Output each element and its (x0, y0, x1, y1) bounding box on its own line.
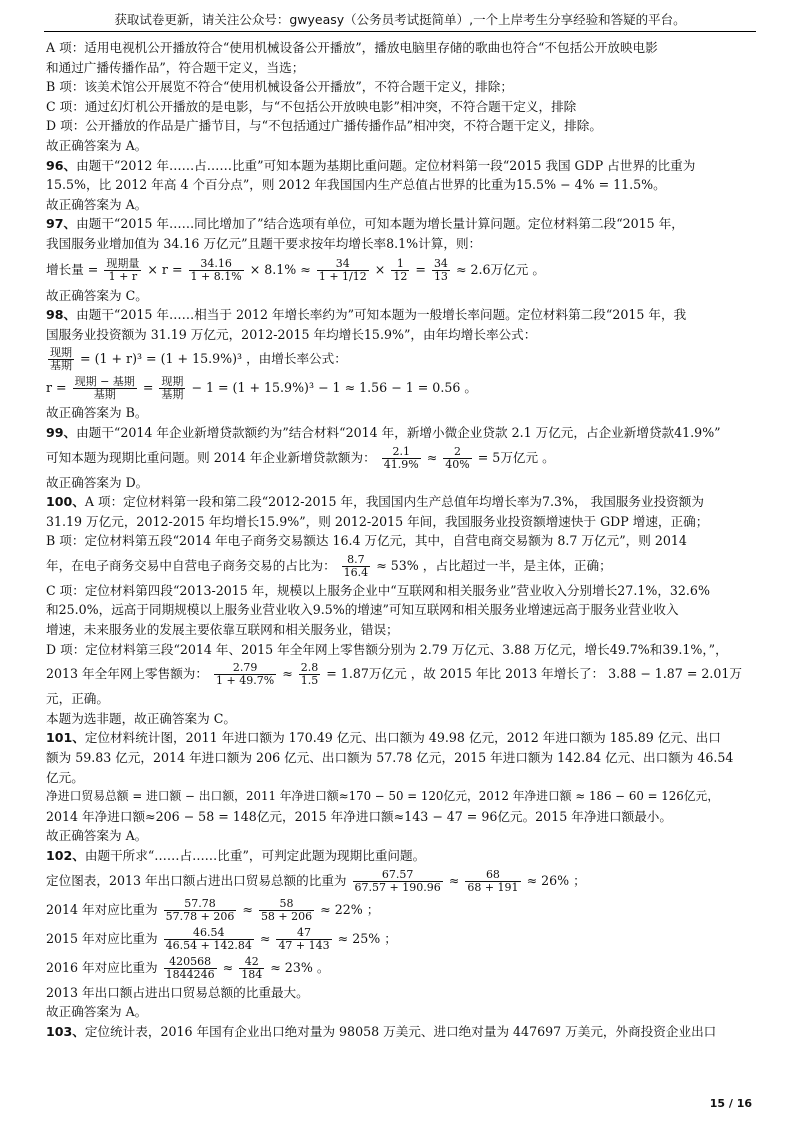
page-header: 获取试卷更新，请关注公众号：gwyeasy（公务员考试挺简单）,一个上岸考生分享经验和答疑的平台。 (114, 12, 686, 27)
fraction: $\frac{\text{现期}}{\text{基期}}$ (161, 375, 184, 402)
formula-line: 2016 年对应比重为 $\frac{420568}{1844246}$ ≈ $\frac{42}{184}$ ≈ 23% 。 (46, 954, 330, 981)
page-number: 15 / 16 (709, 1097, 752, 1110)
text-line: 额为 59.83 亿元，2014 年进口额为 206 亿元、出口额为 57.78 亿元，2015 年进口额为 142.84 亿元、出口额为 46.54 (46, 750, 734, 766)
text-line: 31.19 万亿元，2012-2015 年均增长15.9%”，则 2012-2015 年间，我国服务业投资额增速快于 GDP 增速，正确； (46, 513, 709, 529)
fraction: $\frac{8.7}{16.4}$ (343, 552, 369, 579)
question-98: 98、由题干“2015 年……相当于 2012 年增长率约为”可知本题为一般增长率问题。定位材料第二段“2015 年，我 (46, 307, 687, 323)
answer-line: 故正确答案为 B。 (46, 405, 148, 421)
text-line: 亿元。 (46, 769, 84, 785)
question-96: 96、由题干“2012 年……占……比重”可知本题为基期比重问题。定位材料第一段“2015 我国 GDP 占世界的比重为 (46, 157, 696, 173)
fraction: $\frac{68}{68 + 191}$ (467, 867, 519, 894)
fraction: $\frac{2.8}{1.5}$ (300, 661, 319, 688)
answer-line: 故正确答案为 A。 (46, 196, 148, 212)
text-line: B 项：该美术馆公开展览不符合“使用机械设备公开播放”，不符合题干定义，排除； (46, 79, 513, 95)
question-100: 100、A 项：定位材料第一段和第二段“2012-2015 年，我国国内生产总值年均增长率为7.3%， 我国服务业投资额为 (46, 494, 704, 510)
text-line: 和通过广播传播作品”，符合题干定义，当选； (46, 59, 305, 75)
formula-line: 2015 年对应比重为 $\frac{46.54}{46.54 + 142.84}$ ≈ $\frac{47}{47 + 143}$ ≈ 25% ； (46, 925, 397, 952)
formula-line: 增长量 = $\frac{\text{现期量}}{1 + r}$ × r = $\frac{34.16}{1 + 8.1\%}$ × 8.1% ≈ $\frac{34}{1 + 1/12}$ × $\frac{1}{12}$ = $\frac{34}{13}$ ≈ 2.6万亿元 。 (46, 256, 545, 283)
fraction: $\frac{58}{58 + 206}$ (260, 896, 313, 923)
fraction: $\frac{67.57}{67.57 + 190.96}$ (354, 867, 441, 894)
formula-line: 2014 年净进口额≈206 − 58 = 148亿元，2015 年净进口额≈143 − 47 = 96亿元。2015 年净进口额最小。 (46, 808, 672, 824)
document-body (46, 38, 758, 1041)
header-divider (44, 31, 756, 32)
answer-line: 故正确答案为 A。 (46, 828, 148, 844)
question-number: 98、 (46, 307, 77, 323)
question-number: 97、 (46, 216, 77, 232)
formula-line: r = $\frac{\text{现期 − 基期}}{\text{基期}}$ = $\frac{\text{现期}}{\text{基期}}$ − 1 = (1 + 15.9%)³ − 1 ≈ 1.56 − 1 = 0.56 。 (46, 375, 477, 402)
text-line: 15.5%，比 2012 年高 4 个百分点”，则 2012 年我国国内生产总值占世界的比重为15.5% − 4% = 11.5%。 (46, 177, 666, 193)
text-line: C 项：定位材料第四段“2013-2015 年，规模以上服务企业中“互联网和相关服务业”营业收入分别增长27.1%，32.6% (46, 582, 710, 598)
text-line: 国服务业投资额为 31.19 万亿元，2012-2015 年均增长15.9%”，由年均增长率公式： (46, 326, 537, 342)
fraction: $\frac{\text{现期 − 基期}}{\text{基期}}$ (74, 375, 135, 402)
formula-line: 定位图表，2013 年出口额占进出口贸易总额的比重为 $\frac{67.57}{67.57 + 190.96}$ ≈ $\frac{68}{68 + 191}$ ≈ 26% ； (46, 867, 586, 894)
question-101: 101、定位材料统计图，2011 年进口额为 170.49 亿元、出口额为 49.98 亿元，2012 年进口额为 185.89 亿元、出口 (46, 730, 721, 746)
text-line: A 项：适用电视机公开播放符合“使用机械设备公开播放”，播放电脑里存储的歌曲也符合“不包括公开放映电影 (46, 40, 658, 55)
formula-line: 2013 年全年网上零售额为： $\frac{2.79}{1 + 49.7\%}$ ≈ $\frac{2.8}{1.5}$ = 1.87万亿元 ，故 2015 年比 2013 年增长了： 3.88 − 1.87 = 2.01万 (46, 661, 743, 688)
answer-line: 故正确答案为 D。 (46, 474, 149, 490)
text-line: B 项：定位材料第五段“2014 年电子商务交易额达 16.4 万亿元，其中，自营电商交易额为 8.7 万亿元”，则 2014 (46, 533, 687, 549)
question-number: 100、 (46, 494, 85, 510)
formula-line: 2014 年对应比重为 $\frac{57.78}{57.78 + 206}$ ≈ $\frac{58}{58 + 206}$ ≈ 22% ； (46, 896, 380, 923)
fraction: $\frac{420568}{1844246}$ (165, 954, 215, 981)
answer-line: 故正确答案为 A。 (46, 137, 148, 153)
fraction: $\frac{\text{现期量}}{1 + r}$ (106, 256, 140, 283)
question-number: 96、 (46, 157, 77, 173)
fraction: $\frac{34}{1 + 1/12}$ (318, 256, 367, 283)
fraction: $\frac{2.79}{1 + 49.7\%}$ (216, 661, 275, 688)
text-line: 和25.0%，远高于同期规模以上服务业营业收入9.5%的增速”可知互联网和相关服务业增速远高于服务业营业收入 (46, 602, 679, 618)
text-line: 我国服务业增加值为 34.16 万亿元”且题干要求按年均增长率8.1%计算，则： (46, 235, 482, 251)
text-line: 增速，未来服务业的发展主要依靠互联网和相关服务业，错误； (46, 622, 399, 638)
question-number: 102、 (46, 848, 85, 863)
question-97: 97、由题干“2015 年……同比增加了”结合选项有单位，可知本题为增长量计算问题。定位材料第二段“2015 年， (46, 216, 684, 232)
question-103: 103、定位统计表，2016 年国有企业出口绝对量为 98058 万美元、进口绝对量为 447697 万美元，外商投资企业出口 (46, 1023, 717, 1039)
text-line: D 项：定位材料第三段“2014 年、2015 年全年网上零售额分别为 2.79 万亿元、3.88 万亿元，增长49.7%和39.1%，”， (46, 641, 728, 657)
fraction: $\frac{2.1}{41.9\%}$ (383, 444, 419, 471)
text-line: C 项：通过幻灯机公开播放的是电影，与“不包括公开放映电影”相冲突，不符合题干定义，排除 (46, 98, 577, 114)
fraction: $\frac{34.16}{1 + 8.1\%}$ (190, 256, 242, 283)
question-number: 103、 (46, 1023, 85, 1039)
fraction: $\frac{34}{13}$ (433, 256, 448, 283)
fraction: $\frac{57.78}{57.78 + 206}$ (165, 896, 235, 923)
question-number: 99、 (46, 424, 77, 440)
formula-line: 可知本题为现期比重问题。则 2014 年企业新增贷款额为： $\frac{2.1}{41.9\%}$ ≈ $\frac{2}{40\%}$ = 5万亿元 。 (46, 444, 555, 471)
fraction: $\frac{47}{47 + 143}$ (278, 925, 330, 952)
formula-line: 年，在电子商务交易中自营电子商务交易的占比为： $\frac{8.7}{16.4}$ ≈ 53% ，占比超过一半，是主体，正确； (46, 552, 612, 579)
formula-line: $\frac{\text{现期}}{\text{基期}}$ = (1 + r)³ = (1 + 15.9%)³ ，由增长率公式： (50, 346, 347, 373)
question-99: 99、由题干“2014 年企业新增贷款额约为”结合材料“2014 年，新增小微企业贷款 2.1 万亿元，占企业新增贷款41.9%” (46, 424, 721, 440)
question-number: 101、 (46, 730, 85, 746)
fraction: $\frac{\text{现期}}{\text{基期}}$ (50, 346, 72, 373)
question-102: 102、由题干所求“……占……比重”，可判定此题为现期比重问题。 (46, 848, 426, 863)
answer-line: 故正确答案为 A。 (46, 1004, 148, 1020)
text-line: D 项：公开播放的作品是广播节目，与“不包括通过广播传播作品”相冲突，不符合题干定义，排除。 (46, 118, 602, 134)
fraction: $\frac{46.54}{46.54 + 142.84}$ (165, 925, 252, 952)
formula-line: 净进口贸易总额 = 进口额 − 出口额，2011 年净进口额≈170 − 50 = 120亿元，2012 年净进口额 ≈ 186 − 60 = 126亿元， (46, 789, 720, 804)
answer-line: 本题为选非题，故正确答案为 C。 (46, 710, 236, 726)
text-line: 元，正确。 (46, 691, 109, 707)
fraction: $\frac{42}{184}$ (241, 954, 263, 981)
text-line: 2013 年出口额占进出口贸易总额的比重最大。 (46, 984, 309, 1000)
fraction: $\frac{2}{40\%}$ (445, 444, 470, 471)
answer-line: 故正确答案为 C。 (46, 287, 148, 303)
fraction: $\frac{1}{12}$ (393, 256, 408, 283)
